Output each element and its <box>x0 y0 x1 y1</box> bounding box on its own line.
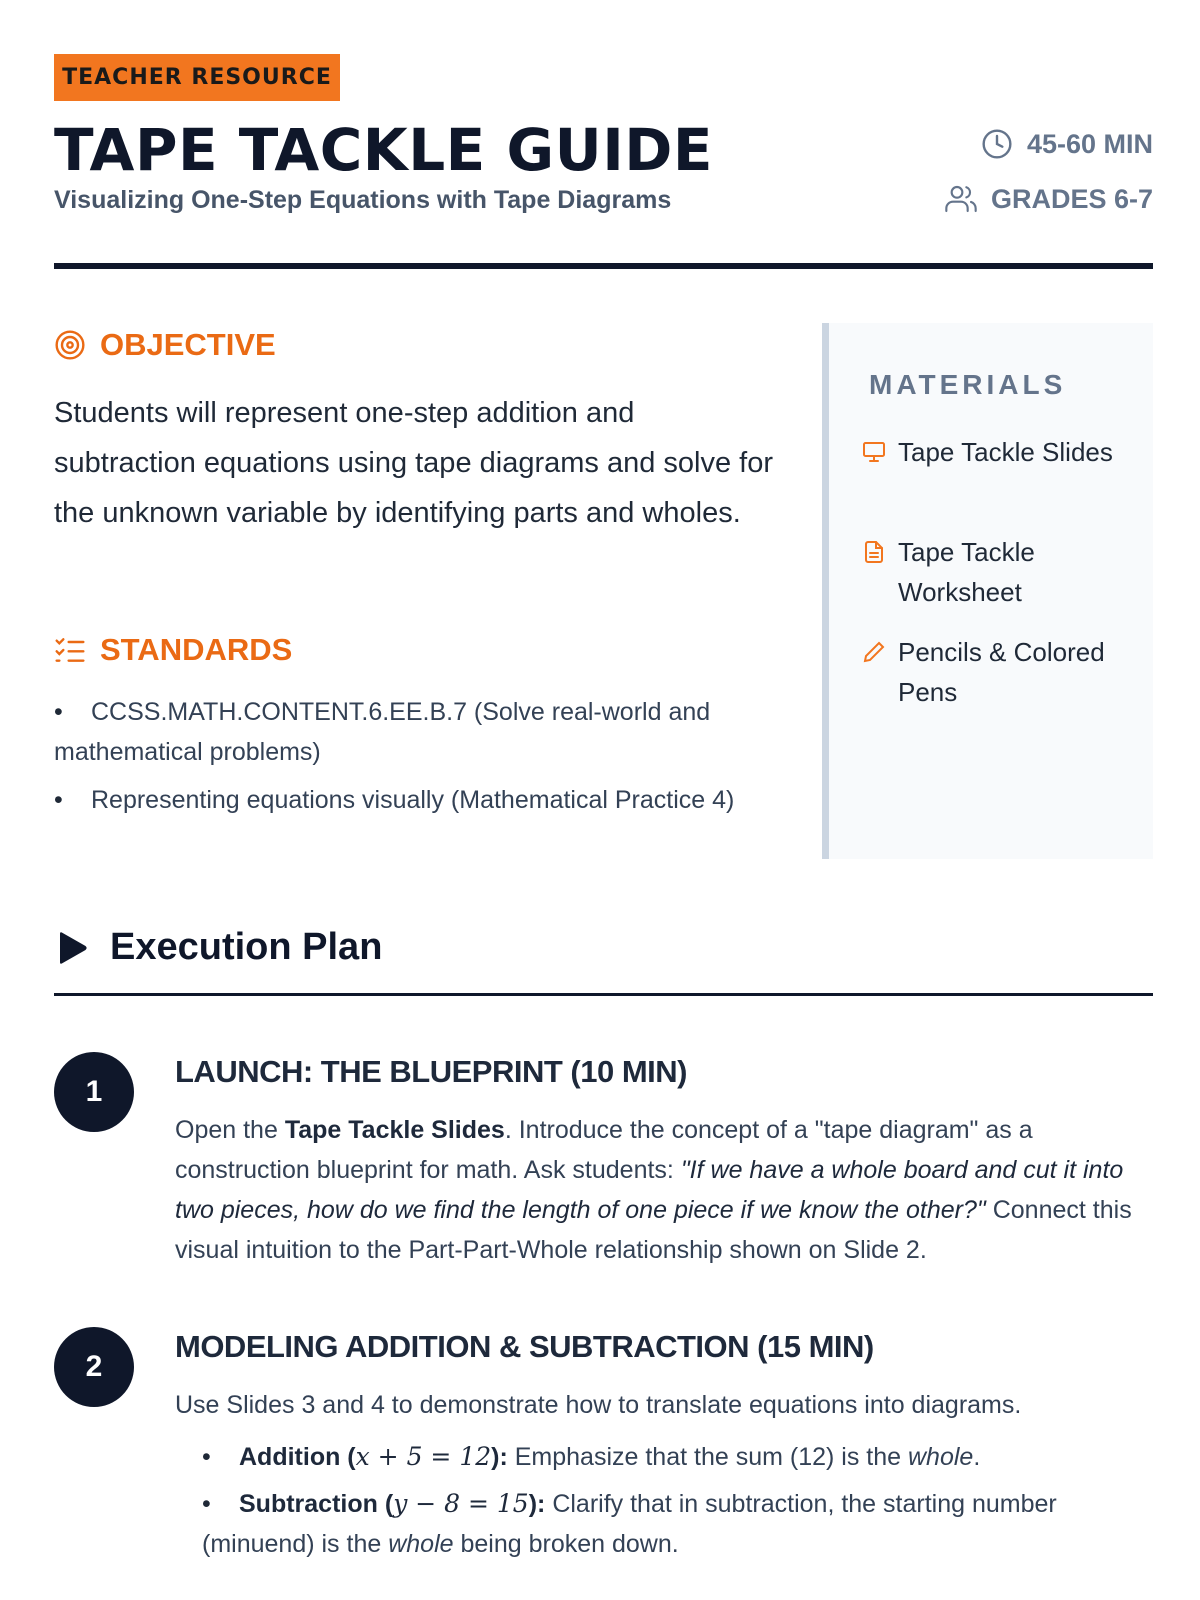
grades-meta <box>945 183 1153 215</box>
presentation-icon <box>862 440 886 464</box>
objective-heading-label: OBJECTIVE <box>100 327 276 362</box>
target-icon <box>54 329 86 361</box>
page-subtitle: Visualizing One-Step Equations with Tape Diagrams <box>54 186 672 214</box>
list-item: • Representing equations visually (Mathematical Practice 4) <box>54 786 735 814</box>
standards-list <box>54 692 774 828</box>
equation: x + 5 = 12 <box>355 1442 492 1471</box>
standards-heading <box>54 632 292 668</box>
equation: y − 8 = 15 <box>393 1489 529 1518</box>
step-bullet-list <box>202 1437 1153 1571</box>
material-item-worksheet: Tape Tackle Worksheet <box>862 532 1132 612</box>
duration-meta <box>981 128 1153 160</box>
step-title: LAUNCH: THE BLUEPRINT (10 MIN) <box>175 1054 687 1089</box>
step-body: Open the Tape Tackle Slides. Introduce the concept of a "tape diagram" as a construction blueprint for math. Ask students: "If we have a whole board and cut it into two pieces, how do we find the length of one piece if we know the other?" Connect this visual intuition to the Part-Part-Whole relationship shown on Slide 2. <box>175 1116 1132 1264</box>
resource-badge: TEACHER RESOURCE <box>54 54 340 101</box>
pencil-icon <box>862 640 886 664</box>
materials-heading: MATERIALS <box>869 369 1067 400</box>
list-item: • Addition (x + 5 = 12): Emphasize that the sum (12) is the whole. <box>202 1442 981 1471</box>
objective-text: Students will represent one-step addition and subtraction equations using tape diagrams and solve for the unknown variable by identifying parts and wholes. <box>54 397 773 529</box>
step-number: 2 <box>54 1327 134 1407</box>
duration-text: 45-60 MIN <box>1026 128 1153 159</box>
execution-heading <box>54 926 382 969</box>
material-item-pencils: Pencils & Colored Pens <box>862 632 1132 712</box>
step-title: MODELING ADDITION & SUBTRACTION (15 MIN) <box>175 1329 874 1364</box>
execution-divider <box>54 993 1153 996</box>
grades-text: GRADES 6-7 <box>990 183 1153 214</box>
execution-title: Execution Plan <box>110 926 383 968</box>
list-item: • CCSS.MATH.CONTENT.6.EE.B.7 (Solve real-world and mathematical problems) <box>54 698 711 766</box>
page-title: TAPE TACKLE GUIDE <box>54 116 714 184</box>
standards-heading-label: STANDARDS <box>100 632 293 667</box>
objective-heading <box>54 327 276 363</box>
step-body: Use Slides 3 and 4 to demonstrate how to translate equations into diagrams. <box>175 1391 1022 1419</box>
users-icon <box>945 183 977 215</box>
material-item-slides: Tape Tackle Slides <box>862 432 1132 472</box>
clock-icon <box>981 128 1013 160</box>
document-icon <box>862 540 886 564</box>
lesson-guide-page <box>54 0 1153 1600</box>
checklist-icon <box>54 634 86 666</box>
list-item: • Subtraction (y − 8 = 15): Clarify that in subtraction, the starting number (minuend) is the whole being broken down. <box>202 1489 1057 1558</box>
step-number: 1 <box>54 1052 134 1132</box>
header-divider <box>54 263 1153 269</box>
play-icon <box>54 930 90 966</box>
